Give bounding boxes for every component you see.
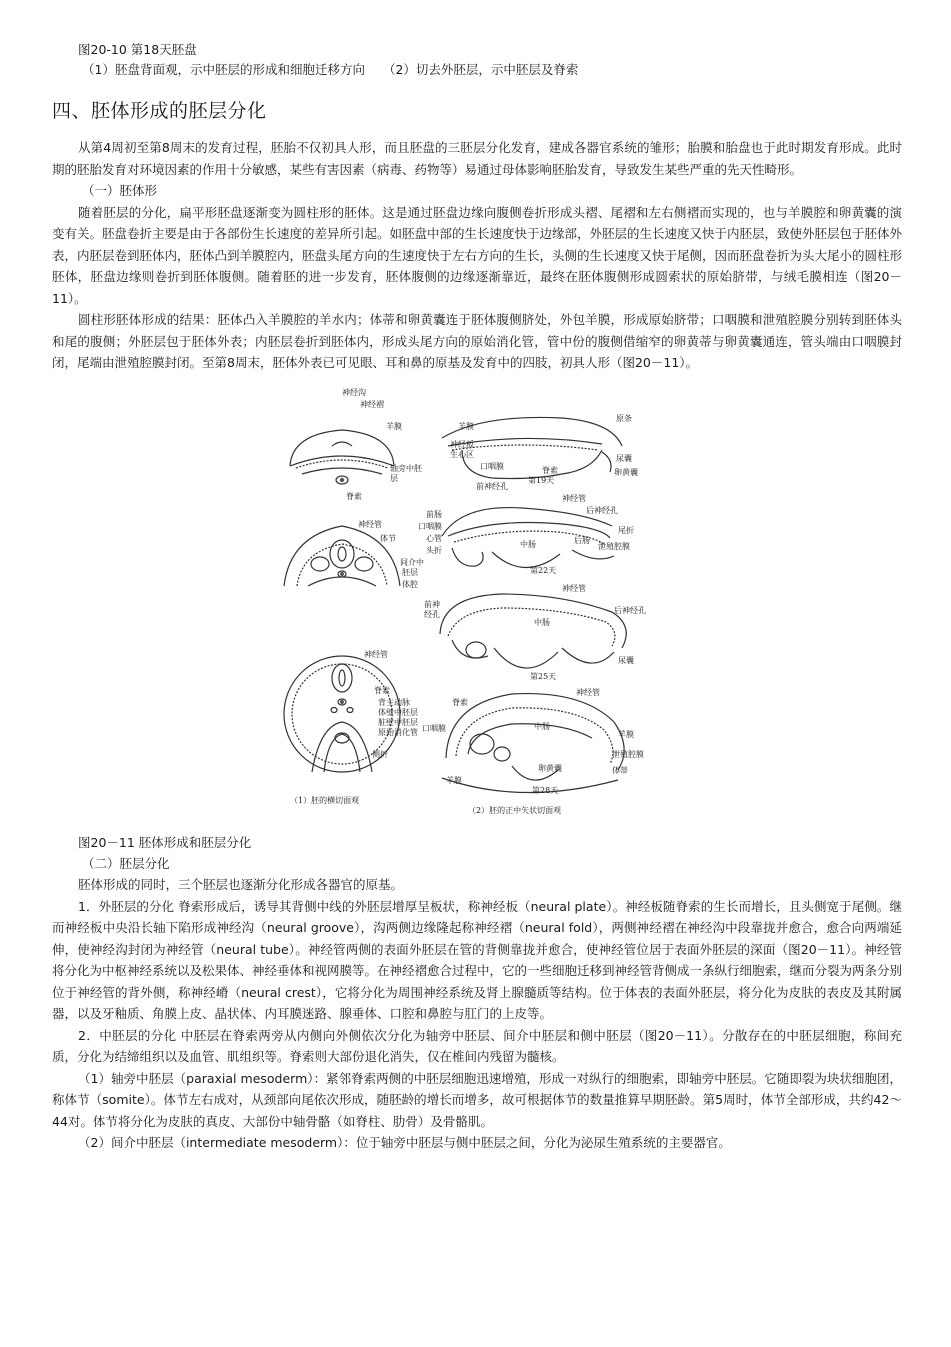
label-posterior-neuropore-d25: 后神经孔 bbox=[614, 605, 646, 615]
label-anterior-neuropore-d25-2: 经孔 bbox=[424, 609, 440, 619]
document-page bbox=[52, 40, 902, 1154]
label-neural-fold: 神经褶 bbox=[360, 399, 384, 409]
label-coelom: 体腔 bbox=[402, 579, 418, 589]
label-transverse-view: （1）胚的横切面观 bbox=[290, 795, 360, 805]
label-neural-plate: 神经板 bbox=[450, 439, 474, 449]
figure-10-sub1: （1）胚盘背面观，示中胚层的形成和细胞迁移方向 bbox=[82, 62, 365, 77]
label-notochord-d28: 脊索 bbox=[452, 697, 468, 707]
label-midgut-d28: 中肠 bbox=[534, 721, 550, 731]
label-amnion-d19: 羊膜 bbox=[458, 421, 474, 431]
label-splanchnic-mesoderm: 脏壁中胚层 bbox=[378, 717, 418, 727]
label-posterior-neuropore-d22: 后神经孔 bbox=[586, 505, 618, 515]
label-anterior-neuropore-d22: 前神经孔 bbox=[476, 481, 508, 491]
label-neural-tube-d28: 神经管 bbox=[576, 687, 600, 697]
subsection-a-title: （一）胚体形 bbox=[82, 183, 158, 198]
label-neural-tube-d22: 神经管 bbox=[562, 493, 586, 503]
label-somite: 体节 bbox=[380, 533, 396, 543]
label-foregut: 前肠 bbox=[426, 509, 442, 519]
label-heart-tube: 心管 bbox=[426, 533, 442, 543]
paragraph-ectoderm: 1．外胚层的分化 脊索形成后，诱导其背侧中线的外胚层增厚呈板状，称神经板（neural plate）。神经板随脊索的生长而增长，且头侧宽于尾侧。继而神经板中央沿长轴下陷形成神经沟（neural groove），沟两侧边缘隆起称神经褶（neural fold），两侧神经褶在神经沟中段靠拢并愈合，愈合向两端延伸，使神经沟封闭为神经管（neural tube）。神经管两侧的表面外胚层在管的背侧靠拢并愈合，使神经管位居于表面外胚层的深面（图20－11）。神经管将分化为中枢神经系统以及松果体、神经垂体和视网膜等。在神经褶愈合过程中，它的一些细胞迁移到神经管背侧成一条纵行细胞索，继而分裂为两条分别位于神经管的背外侧，称神经嵴（neural crest），它将分化为周围神经系统及肾上腺髓质等结构。位于体表的表面外胚层，将分化为皮肤的表皮及其附属器，以及牙釉质、角膜上皮、晶状体、内耳膜迷路、腺垂体、口腔和鼻腔与肛门的上皮等。 bbox=[52, 898, 903, 1021]
label-day-22: 第22天 bbox=[530, 565, 557, 575]
label-neural-tube-d25: 神经管 bbox=[562, 583, 586, 593]
paragraph-mesoderm: 2．中胚层的分化 中胚层在脊索两旁从内侧向外侧依次分化为轴旁中胚层、间介中胚层和侧中胚层（图20－11）。分散存在的中胚层细胞，称间充质，分化为结缔组织以及血管、肌组织等。脊索则大部份退化消失，仅在椎间内残留为髓核。 bbox=[52, 1027, 902, 1064]
label-head-fold: 头折 bbox=[426, 545, 442, 555]
label-intermediate-mesoderm: 间介中 bbox=[400, 557, 424, 567]
label-neural-tube-1: 神经管 bbox=[358, 519, 382, 529]
label-amnion-d28: 羊膜 bbox=[618, 729, 634, 739]
label-notochord-d19: 脊索 bbox=[542, 465, 558, 475]
paragraph-germ-layer-intro: 胚体形成的同时，三个胚层也逐渐分化形成各器官的原基。 bbox=[78, 877, 404, 892]
label-notochord-1: 脊索 bbox=[346, 491, 362, 501]
label-amnion-1: 羊膜 bbox=[386, 421, 402, 431]
paragraph-intermediate-mesoderm: （2）间介中胚层（intermediate mesoderm）：位于轴旁中胚层与侧中胚层之间，分化为泌尿生殖系统的主要器官。 bbox=[78, 1135, 731, 1150]
paragraph-embryo-folding: 随着胚层的分化，扁平形胚盘逐渐变为圆柱形的胚体。这是通过胚盘边缘向腹侧卷折形成头褶、尾褶和左右侧褶而实现的，也与羊膜腔和卵黄囊的演变有关。胚盘卷折主要是由于各部份生长速度的差异所引起。如胚盘中部的生长速度快于边缘部，外胚层的生长速度又快于内胚层，致使外胚层包于胚体外表，内胚层卷到胚体内，胚体凸到羊膜腔内，胚盘头尾方向的生速度快于左右方向的生长，头侧的生长速度又快于尾侧，因而胚盘卷折为头大尾小的圆柱形胚体，胚盘边缘则卷折到胚体腹侧。随着胚的进一步发育，胚体腹侧的边缘逐渐靠近，最终在胚体腹侧形成圆索状的原始脐带，与绒毛膜相连（图20－11）。 bbox=[52, 204, 903, 306]
label-dorsal-aorta: 背主动脉 bbox=[378, 697, 410, 707]
label-lateral-fold: 侧折 bbox=[372, 749, 388, 759]
subsection-b-title: （二）胚层分化 bbox=[82, 855, 170, 871]
label-buccopharyngeal-d19: 口咽膜 bbox=[480, 461, 504, 471]
label-intermediate-mesoderm-2: 胚层 bbox=[402, 567, 418, 577]
label-day-28: 第28天 bbox=[532, 785, 559, 795]
figure-20-11-caption: 图20－11 胚体形成和胚层分化 bbox=[78, 834, 252, 850]
intro-paragraph: 从第4周初至第8周末的发育过程，胚胎不仅初具人形，而且胚盘的三胚层分化发育，建成各器官系统的雏形；胎膜和胎盘也于此时期发育形成。此时期的胚胎发育对环境因素的作用十分敏感，某些有害因素（病毒、药物等）易通过母体影响胚胎发育，导致发生某些严重的先天性畸形。 bbox=[52, 140, 902, 177]
label-primitive-streak: 原条 bbox=[616, 413, 632, 423]
label-day-25: 第25天 bbox=[530, 671, 557, 681]
label-buccopharyngeal-d22: 口咽膜 bbox=[418, 521, 442, 531]
paragraph-paraxial-mesoderm: （1）轴旁中胚层（paraxial mesoderm）：紧邻脊索两侧的中胚层细胞迅速增殖，形成一对纵行的细胞索，即轴旁中胚层。它随即裂为块状细胞团，称体节（somite）。体节左右成对，从颈部向尾依次形成，随胚龄的增长而增多，故可根据体节的数量推算早期胚龄。第5周时，体节全部形成，共约42～44对。体节将分化为皮肤的真皮、大部份中轴骨骼（如脊柱、肋骨）及骨骼肌。 bbox=[52, 1070, 902, 1129]
figure-10-sub2: （2）切去外胚层，示中胚层及脊索 bbox=[382, 62, 579, 77]
figure-10-subcaption bbox=[52, 60, 902, 80]
label-allantois-d19: 尿囊 bbox=[616, 453, 632, 463]
label-sagittal-view: （2）胚的正中矢状切面观 bbox=[468, 805, 562, 815]
label-somatic-mesoderm: 体壁中胚层 bbox=[378, 707, 418, 717]
label-paraxial-mesoderm: 轴旁中胚 bbox=[390, 463, 422, 473]
label-allantois-d25: 尿囊 bbox=[618, 655, 634, 665]
label-cloacal-membrane-d28: 泄殖腔膜 bbox=[612, 749, 644, 759]
label-paraxial-mesoderm-2: 层 bbox=[390, 473, 398, 483]
label-buccopharyngeal-d28: 口咽膜 bbox=[422, 723, 446, 733]
label-neural-groove: 神经沟 bbox=[342, 387, 366, 397]
label-day-19: 第19天 bbox=[528, 475, 555, 485]
label-cardiogenic-area: 生心区 bbox=[450, 449, 474, 459]
label-anterior-neuropore-d25: 前神 bbox=[424, 599, 440, 609]
section-heading: 四、胚体形成的胚层分化 bbox=[52, 100, 267, 122]
label-hindgut: 后肠 bbox=[574, 535, 590, 545]
label-amnion-d28-2: 羊膜 bbox=[446, 775, 462, 785]
label-midgut-d25: 中肠 bbox=[534, 617, 550, 627]
figure-20-11-diagram bbox=[262, 386, 646, 830]
label-cloacal-membrane-d22: 泄殖腔膜 bbox=[598, 541, 630, 551]
label-connecting-stalk: 体蒂 bbox=[612, 765, 628, 775]
paragraph-folding-result: 圆柱形胚体形成的结果：胚体凸入羊膜腔的羊水内；体蒂和卵黄囊连于胚体腹侧脐处，外包羊膜，形成原始脐带；口咽膜和泄殖腔膜分别转到胚体头和尾的腹侧；外胚层包于胚体外表；内胚层卷折到胚体内，形成头尾方向的原始消化管，管中份的腹侧借缩窄的卵黄蒂与卵黄囊通连，管头端由口咽膜封闭，尾端由泄殖腔膜封闭。至第8周末，胚体外表已可见眼、耳和鼻的原基及发育中的四肢，初具人形（图20－11）。 bbox=[52, 312, 902, 370]
label-neural-tube-2: 神经管 bbox=[364, 649, 388, 659]
label-yolk-sac-d28: 卵黄囊 bbox=[538, 763, 562, 773]
label-tail-fold: 尾折 bbox=[618, 525, 634, 535]
label-primitive-gut: 原始消化管 bbox=[378, 727, 418, 737]
label-midgut-d22: 中肠 bbox=[520, 539, 536, 549]
label-notochord-2: 脊索 bbox=[374, 685, 390, 695]
figure-10-caption: 图20-10 第18天胚盘 bbox=[78, 42, 197, 57]
label-yolk-sac-d19: 卵黄囊 bbox=[614, 467, 638, 477]
